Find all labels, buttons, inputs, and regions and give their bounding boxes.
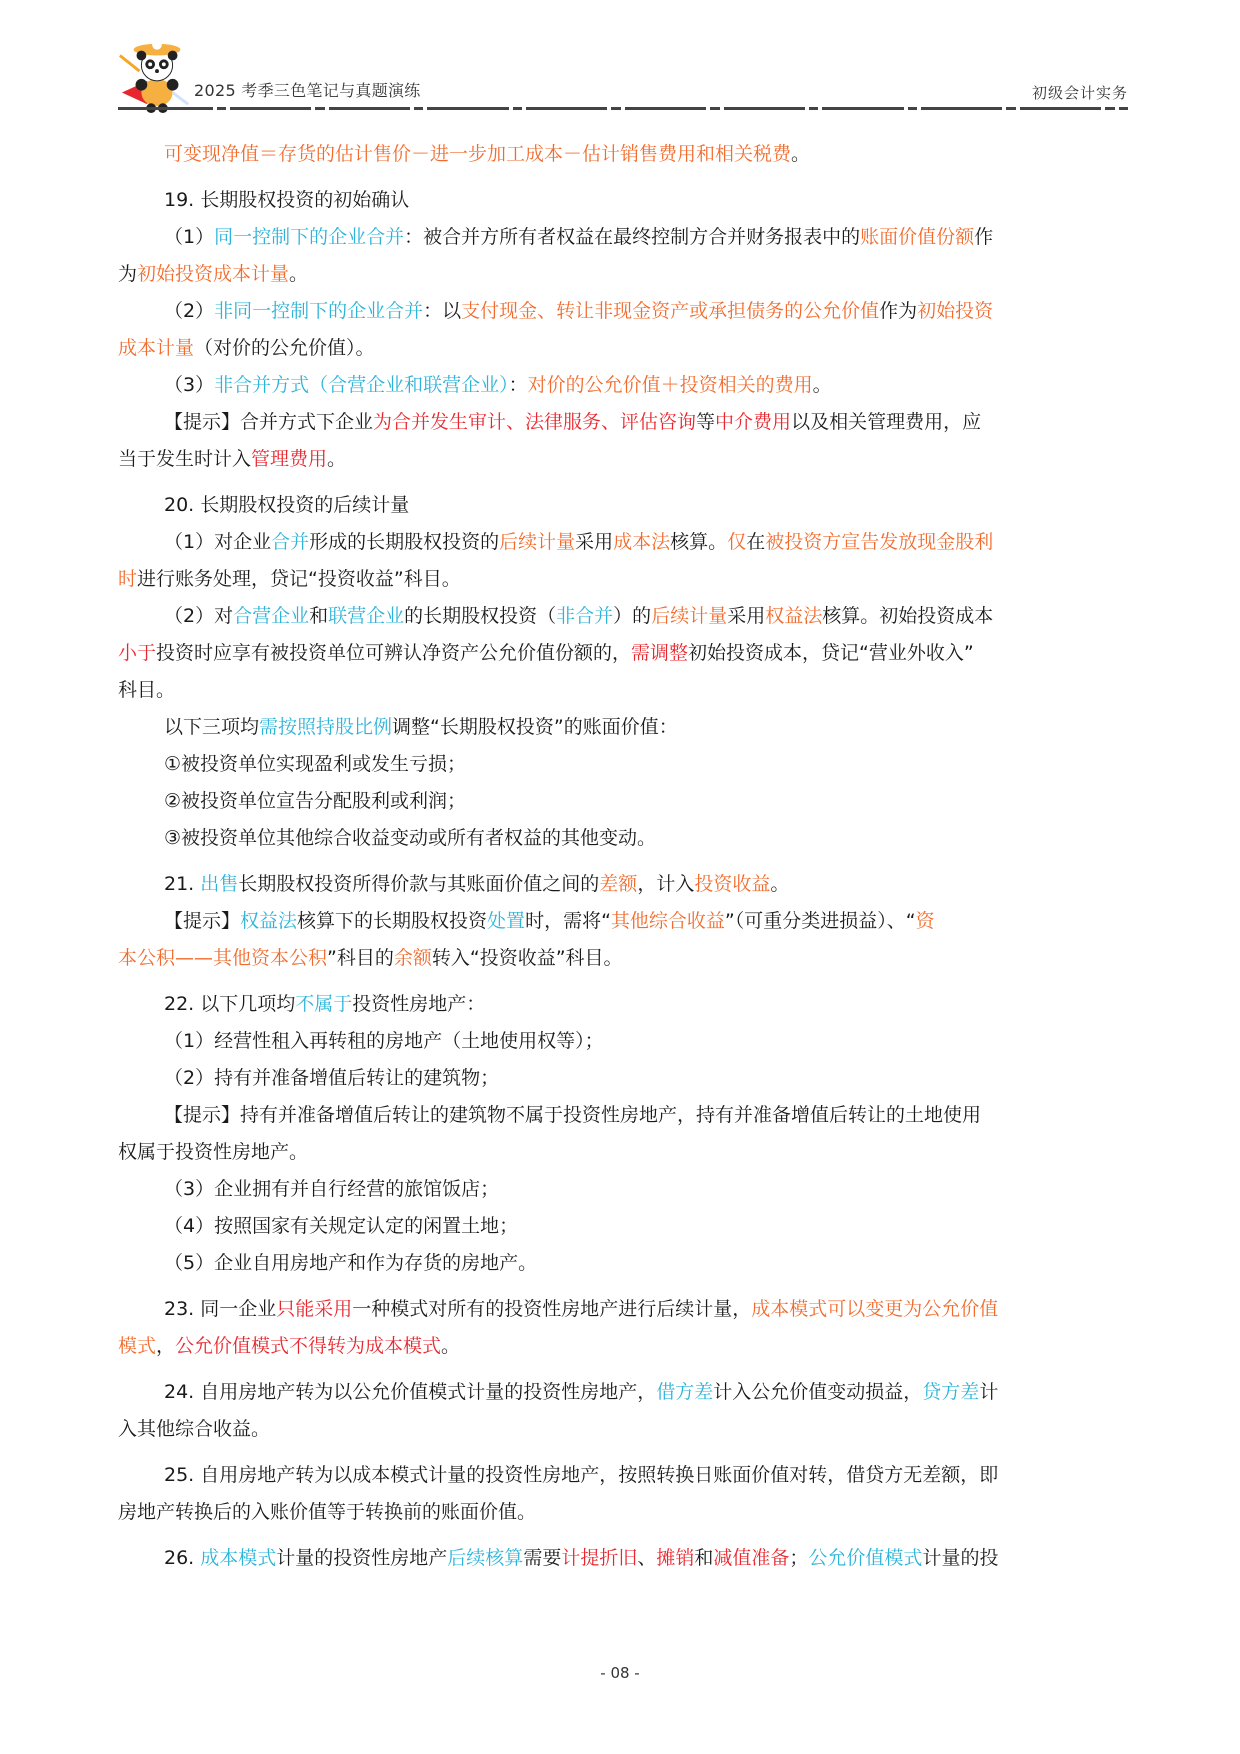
- highlighted-text: 成本模式可以变更为公允价值: [751, 1298, 999, 1320]
- highlighted-text: 计提折旧: [561, 1547, 638, 1569]
- body-text: 计量的投资性房地产: [276, 1547, 448, 1569]
- body-text: 。: [327, 448, 347, 470]
- text-line: [118, 940, 1128, 977]
- body-text: ：以: [423, 300, 462, 322]
- highlighted-text: 只能采用: [276, 1298, 353, 1320]
- text-line: [118, 635, 1128, 672]
- highlighted-text: 后续计量: [651, 605, 728, 627]
- text-line: [118, 1134, 1128, 1171]
- body-text: 长期股权投资所得价款与其账面价值之间的: [238, 873, 600, 895]
- body-text: 22. 以下几项均: [164, 993, 296, 1015]
- highlighted-text: 贷方差: [922, 1381, 980, 1403]
- highlighted-text: 需按照持股比例: [259, 716, 393, 738]
- highlighted-text: 成本法: [613, 531, 671, 553]
- body-text: 20. 长期股权投资的后续计量: [164, 494, 410, 516]
- body-text: （3）企业拥有并自行经营的旅馆饭店；: [164, 1178, 500, 1200]
- body-text: 和: [309, 605, 329, 627]
- highlighted-text: 成本计量: [118, 337, 195, 359]
- body-text: 形成的长期股权投资的: [309, 531, 500, 553]
- highlighted-text: 减值准备: [713, 1547, 790, 1569]
- body-text: 【提示】: [164, 910, 241, 932]
- body-text: 采用: [575, 531, 614, 553]
- highlighted-text: 成本模式: [200, 1547, 277, 1569]
- body-text: 投资时应享有被投资单位可辨认净资产公允价值份额的，: [156, 642, 632, 664]
- body-text: 时，需将“: [525, 910, 611, 932]
- body-text: 房地产转换后的入账价值等于转换前的账面价值。: [118, 1501, 537, 1523]
- highlighted-text: 对价的公允价值＋投资相关的费用: [527, 374, 813, 396]
- highlighted-text: 处置: [487, 910, 526, 932]
- body-text: 核算。: [670, 531, 728, 553]
- body-text: ：被合并方所有者权益在最终控制方合并财务报表中的: [404, 226, 861, 248]
- text-line: [118, 1245, 1128, 1282]
- document-title: 2025 考季三色笔记与真题演练: [194, 81, 421, 100]
- body-text: 一种模式对所有的投资性房地产进行后续计量，: [352, 1298, 752, 1320]
- body-text: 当于发生时计入: [118, 448, 252, 470]
- body-text: 21.: [164, 873, 201, 895]
- highlighted-text: 合营企业: [233, 605, 310, 627]
- body-text: 24. 自用房地产转为以公允价值模式计量的投资性房地产，: [164, 1381, 657, 1403]
- paragraph-gap: [118, 1448, 1128, 1457]
- highlighted-text: 账面价值份额: [860, 226, 975, 248]
- text-line: [118, 783, 1128, 820]
- highlighted-text: 联营企业: [328, 605, 405, 627]
- body-text: 26.: [164, 1547, 201, 1569]
- highlighted-text: 时: [118, 568, 138, 590]
- body-text: 。: [441, 1335, 461, 1357]
- document-body: [118, 136, 1128, 1577]
- body-text: 权属于投资性房地产。: [118, 1141, 309, 1163]
- text-line: [118, 293, 1128, 330]
- text-line: [118, 986, 1128, 1023]
- highlighted-text: 被投资方宣告发放现金股利: [765, 531, 994, 553]
- body-text: 科目。: [118, 679, 176, 701]
- highlighted-text: 仅: [727, 531, 747, 553]
- text-line: [118, 219, 1128, 256]
- body-text: 为: [118, 263, 138, 285]
- body-text: ：: [508, 374, 528, 396]
- text-line: [118, 866, 1128, 903]
- paragraph-gap: [118, 1531, 1128, 1540]
- body-text: 转入“投资收益”科目。: [431, 947, 623, 969]
- highlighted-text: 公允价值模式不得转为成本模式: [175, 1335, 442, 1357]
- highlighted-text: 权益法: [240, 910, 298, 932]
- text-line: [118, 1097, 1128, 1134]
- body-text: 核算下的长期股权投资: [297, 910, 488, 932]
- highlighted-text: 管理费用: [251, 448, 328, 470]
- highlighted-text: 公允价值模式: [808, 1547, 923, 1569]
- body-text: ，计入: [637, 873, 695, 895]
- highlighted-text: 支付现金、转让非现金资产或承担债务的公允价值: [461, 300, 880, 322]
- highlighted-text: 摊销: [656, 1547, 695, 1569]
- text-line: [118, 672, 1128, 709]
- highlighted-text: 同一控制下的企业合并: [214, 226, 405, 248]
- highlighted-text: 差额: [599, 873, 638, 895]
- text-line: [118, 330, 1128, 367]
- body-text: 作为: [879, 300, 918, 322]
- body-text: 作: [974, 226, 994, 248]
- body-text: ”（可重分类进损益）、“: [724, 910, 916, 932]
- highlighted-text: 余额: [393, 947, 432, 969]
- body-text: （4）按照国家有关规定认定的闲置土地；: [164, 1215, 519, 1237]
- text-line: [118, 487, 1128, 524]
- body-text: 入其他综合收益。: [118, 1418, 271, 1440]
- body-text: 、: [637, 1547, 657, 1569]
- body-text: （3）: [164, 374, 215, 396]
- body-text: 【提示】合并方式下企业: [164, 411, 374, 433]
- panda-mascot-icon: [118, 36, 196, 114]
- body-text: 进行账务处理，贷记“投资收益”科目。: [137, 568, 461, 590]
- highlighted-text: 后续核算: [447, 1547, 524, 1569]
- highlighted-text: 借方差: [656, 1381, 714, 1403]
- body-text: （2）持有并准备增值后转让的建筑物；: [164, 1067, 500, 1089]
- text-line: [118, 903, 1128, 940]
- text-line: [118, 1457, 1128, 1494]
- body-text: 等: [696, 411, 716, 433]
- highlighted-text: 出售: [200, 873, 239, 895]
- highlighted-text: 模式: [118, 1335, 157, 1357]
- text-line: [118, 1328, 1128, 1365]
- text-line: [118, 1060, 1128, 1097]
- body-text: 和: [694, 1547, 714, 1569]
- body-text: 投资性房地产：: [352, 993, 486, 1015]
- text-line: [118, 367, 1128, 404]
- body-text: 19. 长期股权投资的初始确认: [164, 189, 410, 211]
- body-text: （1）对企业: [164, 531, 272, 553]
- body-text: 初始投资成本，贷记“营业外收入”: [688, 642, 974, 664]
- highlighted-text: 后续计量: [499, 531, 576, 553]
- body-text: 。: [812, 374, 832, 396]
- body-text: ③被投资单位其他综合收益变动或所有者权益的其他变动。: [164, 827, 657, 849]
- paragraph-gap: [118, 857, 1128, 866]
- body-text: ”科目的: [327, 947, 394, 969]
- body-text: 需要: [523, 1547, 562, 1569]
- paragraph-gap: [118, 977, 1128, 986]
- highlighted-text: 非同一控制下的企业合并: [214, 300, 424, 322]
- body-text: （1）: [164, 226, 215, 248]
- body-text: 核算。初始投资成本: [822, 605, 994, 627]
- text-line: [118, 561, 1128, 598]
- body-text: 以及相关管理费用，应: [791, 411, 982, 433]
- text-line: [118, 182, 1128, 219]
- body-text: ；: [789, 1547, 809, 1569]
- paragraph-gap: [118, 478, 1128, 487]
- body-text: （对价的公允价值）。: [194, 337, 375, 359]
- body-text: 计: [979, 1381, 999, 1403]
- text-line: [118, 709, 1128, 746]
- header-divider: [118, 106, 1128, 110]
- text-line: [118, 1208, 1128, 1245]
- body-text: 在: [746, 531, 766, 553]
- paragraph-gap: [118, 1365, 1128, 1374]
- highlighted-text: 权益法: [765, 605, 823, 627]
- highlighted-text: 非合并方式（合营企业和联营企业）: [214, 374, 509, 396]
- page-header: [118, 36, 1128, 116]
- subject-title: 初级会计实务: [1031, 84, 1128, 102]
- highlighted-text: 投资收益: [694, 873, 771, 895]
- highlighted-text: 需调整: [631, 642, 689, 664]
- body-text: （1）经营性租入再转租的房地产（土地使用权等）；: [164, 1030, 604, 1052]
- body-text: 计入公允价值变动损益，: [713, 1381, 923, 1403]
- text-line: [118, 404, 1128, 441]
- highlighted-text: 小于: [118, 642, 157, 664]
- body-text: ①被投资单位实现盈利或发生亏损；: [164, 753, 467, 775]
- paragraph-gap: [118, 173, 1128, 182]
- highlighted-text: 可变现净值＝存货的估计售价－进一步加工成本－估计销售费用和相关税费: [164, 143, 792, 165]
- page-number: - 08 -: [600, 1664, 640, 1682]
- highlighted-text: 为合并发生审计、法律服务、评估咨询: [373, 411, 697, 433]
- text-line: [118, 441, 1128, 478]
- highlighted-text: 其他综合收益: [610, 910, 725, 932]
- body-text: 调整“长期股权投资”的账面价值：: [392, 716, 678, 738]
- text-line: [118, 1540, 1128, 1577]
- body-text: 23. 同一企业: [164, 1298, 277, 1320]
- text-line: [118, 1023, 1128, 1060]
- highlighted-text: 不属于: [295, 993, 353, 1015]
- highlighted-text: 资: [915, 910, 935, 932]
- body-text: 【提示】持有并准备增值后转让的建筑物不属于投资性房地产，持有并准备增值后转让的土地使用: [164, 1104, 982, 1126]
- body-text: 。: [770, 873, 790, 895]
- text-line: [118, 1494, 1128, 1531]
- body-text: ，: [156, 1335, 176, 1357]
- body-text: ）的: [613, 605, 652, 627]
- body-text: 。: [289, 263, 309, 285]
- highlighted-text: 中介费用: [715, 411, 792, 433]
- text-line: [118, 598, 1128, 635]
- text-line: [118, 1291, 1128, 1328]
- text-line: [118, 256, 1128, 293]
- text-line: [118, 524, 1128, 561]
- highlighted-text: 本公积——其他资本公积: [118, 947, 328, 969]
- body-text: ②被投资单位宣告分配股利或利润；: [164, 790, 467, 812]
- text-line: [118, 1411, 1128, 1448]
- highlighted-text: 合并: [271, 531, 310, 553]
- text-line: [118, 136, 1128, 173]
- body-text: 25. 自用房地产转为以成本模式计量的投资性房地产，按照转换日账面价值对转，借贷方无差额，即: [164, 1464, 999, 1486]
- body-text: 采用: [727, 605, 766, 627]
- highlighted-text: 非合并: [556, 605, 614, 627]
- body-text: 计量的投: [922, 1547, 999, 1569]
- paragraph-gap: [118, 1282, 1128, 1291]
- body-text: （2）对: [164, 605, 234, 627]
- text-line: [118, 820, 1128, 857]
- body-text: 以下三项均: [164, 716, 260, 738]
- text-line: [118, 746, 1128, 783]
- highlighted-text: 初始投资成本计量: [137, 263, 290, 285]
- body-text: 的长期股权投资（: [404, 605, 557, 627]
- text-line: [118, 1374, 1128, 1411]
- body-text: （2）: [164, 300, 215, 322]
- body-text: （5）企业自用房地产和作为存货的房地产。: [164, 1252, 538, 1274]
- highlighted-text: 初始投资: [917, 300, 994, 322]
- body-text: 。: [791, 143, 811, 165]
- text-line: [118, 1171, 1128, 1208]
